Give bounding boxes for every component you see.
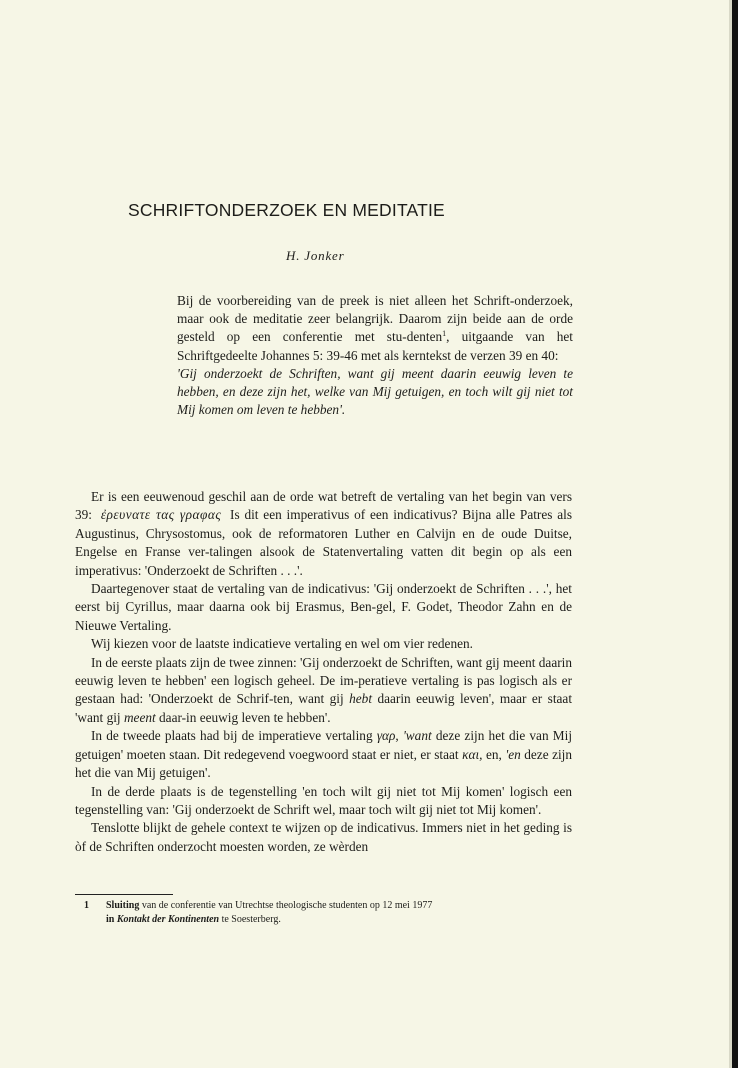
article-body (75, 488, 572, 856)
paragraph-5 (75, 727, 572, 782)
paragraph-7: Tenslotte blijkt de gehele context te wijzen op de indicativus. Immers niet in het geding is òf de Schriften onderzocht moesten worden, ze wèrden (75, 820, 572, 854)
paragraph-6: In de derde plaats is de tegenstelling 'en toch wilt gij niet tot Mij komen' logisch een tegenstelling van: 'Gij onderzoekt de Schrift wel, maar toch wilt gij niet tot Mij komen'. (75, 783, 572, 817)
paragraph-1-text: Er is een eeuwenoud geschil aan de orde wat betreft de vertaling van het begin van vers 39: (75, 489, 572, 523)
paragraph-5-text-cont: deze zijn het die van Mij getuigen' moeten staan. Dit redegevend voegwoord staat er niet, er staat (75, 728, 573, 762)
paragraph-4 (75, 654, 572, 728)
key-text-quote: 'Gij onderzoekt de Schriften, want gij meent daarin eeuwig leven te hebben, en deze zijn het, welke van Mij getuigen, en toch wilt gij niet tot Mij komen om leven te hebben'. (177, 365, 573, 418)
footnote-line-2 (84, 913, 574, 927)
article-title: SCHRIFTONDERZOEK EN MEDITATIE (128, 200, 445, 220)
emphasis-want: 'want (402, 728, 432, 744)
greek-kai: και, (462, 746, 483, 762)
paragraph-5-en: en, (485, 746, 502, 762)
emphasis-en: 'en (505, 746, 521, 762)
scan-border (732, 0, 738, 1068)
footnote-lead: Sluiting (106, 900, 140, 911)
comma: , (395, 728, 399, 744)
footnote-number: 1 (84, 900, 89, 911)
paragraph-1 (75, 488, 572, 580)
paragraph-4-text-cont: daarin eeuwig leven', maar er staat 'want gij (75, 691, 573, 725)
footnote-rule (75, 894, 173, 895)
paragraph-1-text-cont: Is dit een imperativus of een indicativus? Bijna alle Patres als Augustinus, Chrysostomus, ook de reformatoren Luther en Calvijn en de oude Duitse, Engelse en Franse ver-talingen alsook de Statenvertaling vatten dit begin op als een imperativus: 'Onderzoekt de Schriften . . .'. (75, 507, 572, 578)
paragraph-2: Daartegenover staat de vertaling van de indicativus: 'Gij onderzoekt de Schriften . . .', het eerst bij Cyrillus, maar daarna ook bij Erasmus, Ben-gel, F. Godet, Theodor Zahn en de Nieuwe Vertaling. (75, 581, 572, 633)
abstract-block (177, 292, 573, 419)
footnote-text-end: te Soesterberg. (221, 913, 281, 925)
paragraph-5-text: In de tweede plaats had bij de imperatieve vertaling (91, 728, 373, 744)
greek-phrase: ἐρευνατε τας γραφας (100, 507, 222, 523)
abstract-intro-cont: , uitgaande van het Schriftgedeelte Johannes 5: 39-46 met als kerntekst de verzen 39 en 40: (177, 329, 573, 363)
paragraph-3: Wij kiezen voor de laatste indicatieve vertaling en wel om vier redenen. (91, 636, 473, 652)
emphasis-meent: meent (123, 709, 156, 725)
emphasis-hebt: hebt (349, 691, 373, 707)
abstract-intro: Bij de voorbereiding van de preek is niet alleen het Schrift-onderzoek, maar ook de meditatie zeer belangrijk. Daarom zijn beide aan de orde gesteld op een conferentie met stu-denten (177, 293, 573, 345)
paragraph-4-text-end: daar-in eeuwig leven te hebben'. (159, 709, 331, 725)
article-author: H. Jonker (286, 248, 345, 263)
footnote-ref[interactable]: 1 (442, 329, 447, 339)
paragraph-5-text-end: deze zijn het die van Mij getuigen'. (75, 746, 573, 781)
greek-gar: γαρ (376, 728, 396, 744)
footnote-in: in (106, 913, 115, 925)
paragraph-4-text: In de eerste plaats zijn de twee zinnen: 'Gij onderzoekt de Schriften, want gij meent daarin eeuwig leven te hebben' een logisch geheel. De im-peratieve vertaling is pas logisch als er gestaan had: 'Onderzoekt de Schrif-ten, want gij (75, 654, 572, 707)
footnote-journal: Kontakt der Kontinenten (116, 913, 220, 925)
footnote (84, 899, 574, 926)
footnote-text: van de conferentie van Utrechtse theologische studenten op 12 mei 1977 (141, 900, 433, 911)
